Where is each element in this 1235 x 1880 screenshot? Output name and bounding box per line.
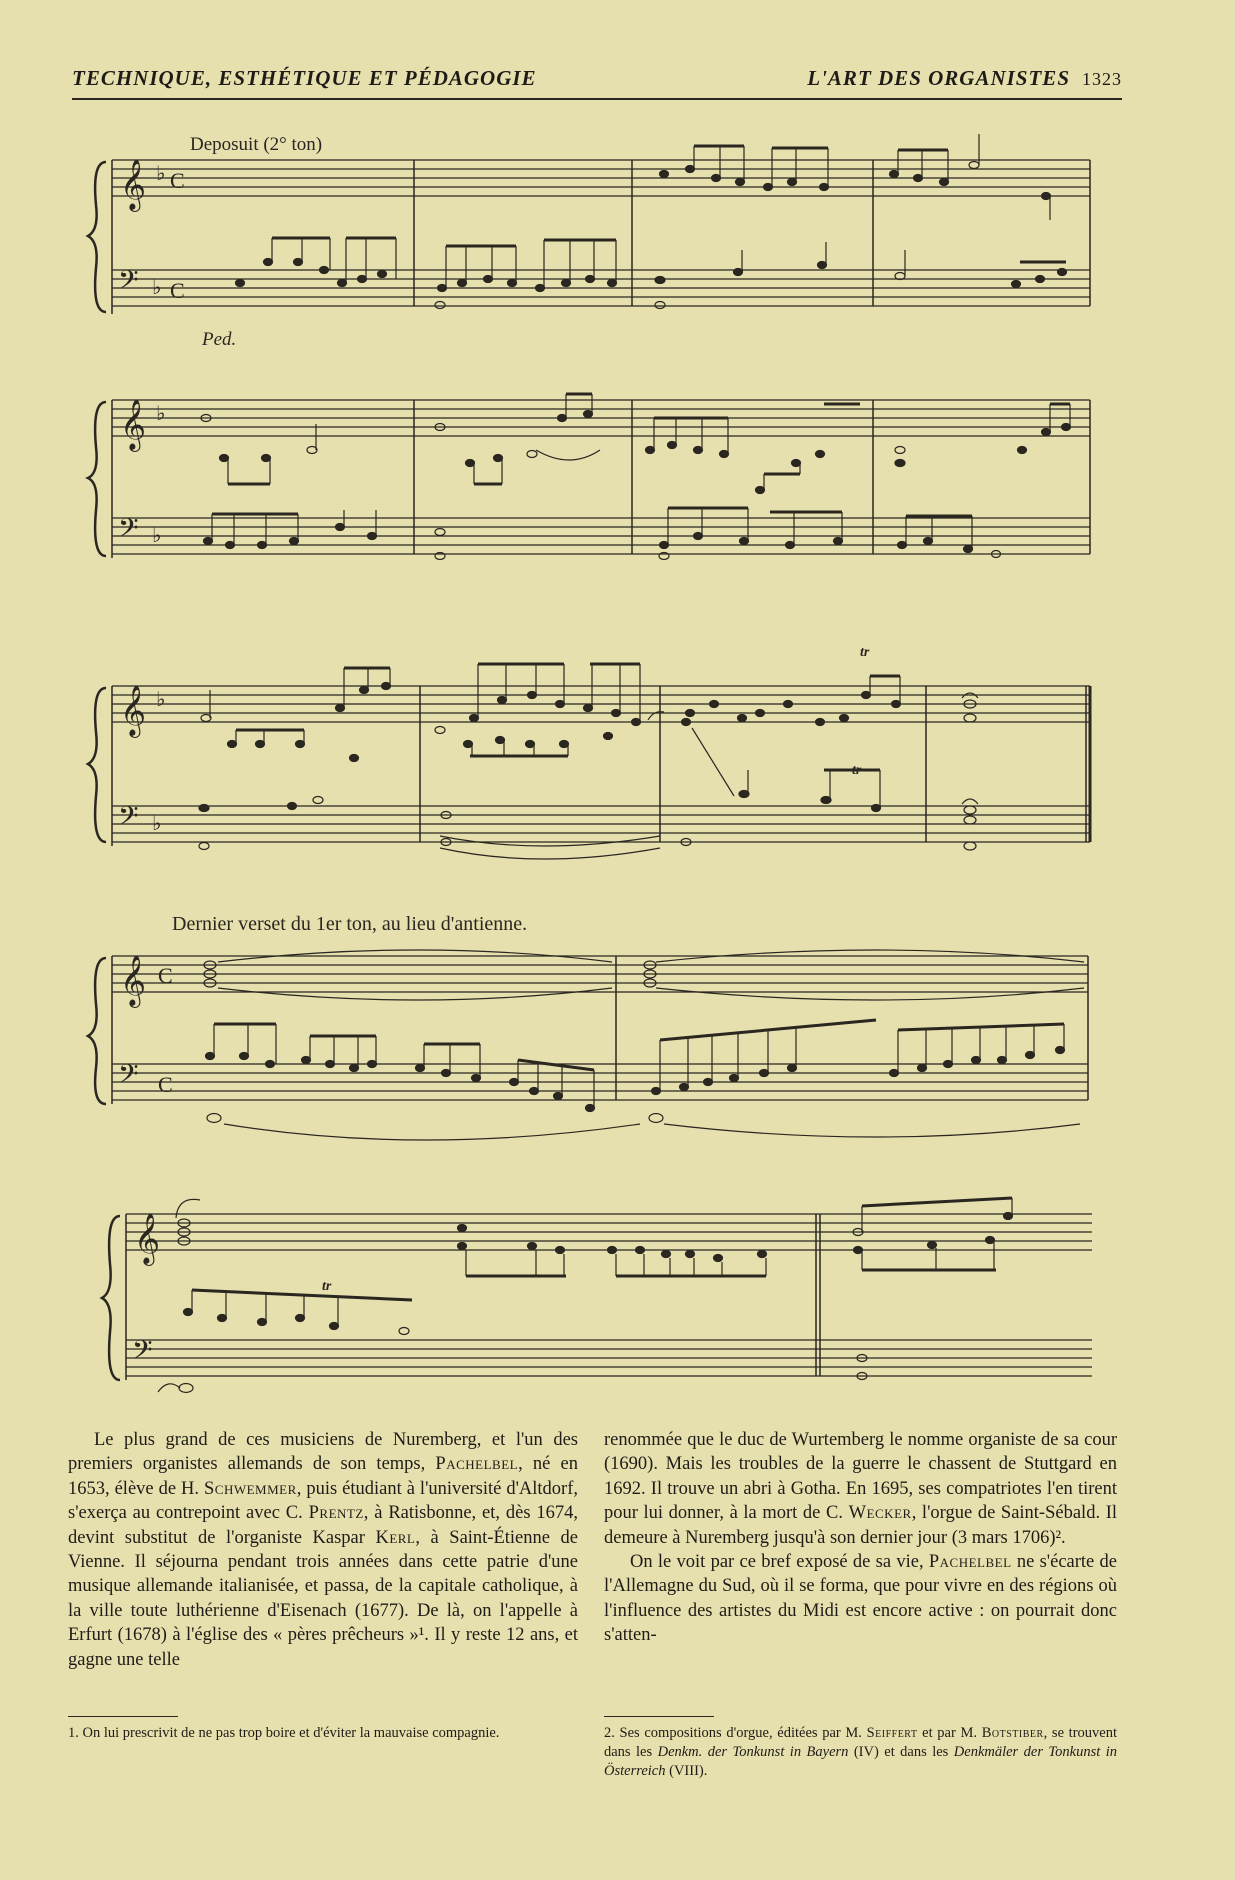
text: , né en 1653, élève de H.: [68, 1454, 578, 1499]
name-wecker: Wecker: [848, 1503, 912, 1524]
stems: [192, 1198, 1012, 1326]
bass-staff-lines: [112, 518, 1090, 554]
name-schwemmer: Schwemmer: [203, 1478, 297, 1499]
treble-staff-lines: [126, 1214, 1092, 1250]
brace: [88, 402, 106, 556]
text: , puis étudiant à l'université d'Altdorf, s'exerça au contrepoint avec C.: [68, 1478, 578, 1524]
text: Le plus grand de ces musiciens de Nuremberg, et l'un des premiers organistes allemands de son temps,: [68, 1430, 578, 1475]
slur: [536, 450, 600, 460]
right-column: [604, 1428, 1117, 1648]
system-5: [102, 1198, 1092, 1393]
voice-line: [692, 728, 734, 796]
name-pachelbel: Pachelbel: [435, 1454, 519, 1475]
footnote-1: 1. On lui prescrivit de ne pas trop boire et d'éviter la mauvaise compagnie.: [68, 1725, 500, 1741]
header-section-title: TECHNIQUE, ESTHÉTIQUE ET PÉDAGOGIE: [72, 66, 537, 90]
text: (VIII).: [665, 1763, 708, 1779]
text: renommée que le duc de Wurtemberg le nomme organiste de sa cour (1690). Mais les troubles de la guerre le chassent de Stuttgard en 1692. Il trouve un abri à Gotha. En 1695, ses compatriotes l'en tirent pour lui donner, à la mort de C.: [604, 1430, 1117, 1524]
title-denkmaeler-oesterreich: Denkmäler der Tonkunst in Österreich: [604, 1744, 1118, 1779]
key-flat: ♭: [152, 277, 162, 299]
treble-clef: 𝄞: [120, 400, 147, 449]
time-signature: C: [170, 168, 185, 193]
brace: [102, 1216, 120, 1380]
page-number: 1323: [1082, 69, 1122, 89]
name-pachelbel: Pachelbel: [928, 1552, 1012, 1573]
treble-staff-lines: [112, 686, 1090, 722]
treble-clef: 𝄞: [120, 160, 147, 209]
notes: [236, 162, 1067, 309]
notes: [201, 411, 1071, 560]
time-signature: C: [158, 1072, 173, 1097]
brace: [88, 688, 106, 842]
footnote-rule: [604, 1716, 714, 1717]
brace: [88, 958, 106, 1104]
text: (IV) et dans les: [848, 1744, 954, 1760]
system-3: [88, 645, 1090, 859]
key-flat: ♭: [156, 163, 166, 185]
bass-clef: 𝄢: [118, 801, 139, 837]
barlines: [414, 400, 1090, 554]
left-column: [68, 1428, 578, 1672]
beams: [192, 1198, 1012, 1300]
notes: [178, 1213, 1013, 1393]
key-flat: ♭: [152, 525, 162, 547]
name-botstiber: Botstiber: [981, 1725, 1044, 1741]
paragraph: [604, 1428, 1117, 1550]
text: et par M.: [917, 1725, 982, 1741]
trill-mark: tr: [860, 645, 870, 660]
tie: [176, 1199, 200, 1218]
footnote-2: [604, 1724, 1117, 1781]
beams: [272, 146, 1066, 262]
treble-clef: 𝄞: [120, 686, 147, 735]
tie: [224, 1124, 640, 1140]
bass-clef: 𝄢: [118, 513, 139, 549]
bass-clef: 𝄢: [132, 1335, 153, 1371]
text: ne s'écarte de l'Allemagne du Sud, où il se forma, que pour vivre en des régions où l'influence des artistes du Midi est encore active : on pourrait donc s'atten-: [604, 1552, 1117, 1646]
name-seiffert: Seiffert: [866, 1725, 918, 1741]
key-flat: ♭: [152, 813, 162, 835]
text: On le voit par ce bref exposé de sa vie,: [630, 1552, 929, 1573]
header-right-text: L'ART DES ORGANISTES: [807, 66, 1070, 90]
barlines: [816, 1214, 820, 1376]
bass-clef: 𝄢: [118, 265, 139, 301]
title-denkmaeler-bayern: Denkm. der Tonkunst in Bayern: [657, 1744, 849, 1760]
name-kerl: Kerl: [375, 1527, 416, 1548]
tie: [218, 988, 612, 1000]
piece1-title: Deposuit (2° ton): [190, 134, 323, 155]
brace: [88, 162, 106, 312]
text: , à Ratisbonne, et, dès 1674, devint substitut de l'organiste Kaspar: [68, 1503, 578, 1548]
trill-mark: tr: [322, 1279, 332, 1294]
trill-mark: tr: [852, 763, 862, 778]
footnote-rule: [68, 1716, 178, 1717]
paragraph: [68, 1428, 578, 1672]
bass-staff-lines: [126, 1340, 1092, 1376]
tie: [440, 836, 660, 846]
treble-staff-lines: [112, 400, 1090, 436]
system-2: [88, 394, 1090, 560]
stems: [272, 134, 1050, 288]
treble-clef: 𝄞: [120, 956, 147, 1005]
tie: [440, 848, 660, 859]
treble-clef: 𝄞: [134, 1214, 161, 1263]
pedal-mark: Ped.: [202, 329, 237, 350]
text: , se trouvent dans les: [604, 1725, 1118, 1760]
system-1: [88, 134, 1090, 350]
text: , l'orgue de Saint-Sébald. Il demeure à Nuremberg jusqu'à son dernier jour (3 mars 1706)².: [604, 1503, 1117, 1548]
key-flat: ♭: [156, 689, 166, 711]
text: 2. Ses compositions d'orgue, éditées par M.: [604, 1725, 867, 1741]
treble-staff-lines: [112, 956, 1088, 992]
time-signature: C: [170, 278, 185, 303]
name-prentz: Prentz: [308, 1503, 364, 1524]
bass-staff-lines: [112, 806, 1090, 842]
piece2-title: Dernier verset du 1er ton, au lieu d'antienne.: [172, 913, 528, 935]
time-signature: C: [158, 963, 173, 988]
tie: [656, 988, 1084, 1000]
barlines: [420, 686, 1090, 842]
bass-staff-lines: [112, 270, 1090, 306]
tie: [158, 1384, 180, 1392]
bass-staff-lines: [112, 1064, 1088, 1100]
tie: [664, 1124, 1080, 1137]
text: , à Saint-Étienne de Vienne. Il séjourna pendant trois années dans cette patrie d'une musique allemande italianisée, et passa, de la capitale catholique, à la ville toute luthérienne d'Eisenach (1677). De là, on l'appelle à Erfurt (1678) à l'église des « pères prêcheurs »¹. Il y reste 12 ans, et gagne une telle: [68, 1527, 578, 1670]
beams: [212, 394, 1070, 516]
key-flat: ♭: [156, 403, 166, 425]
beams: [214, 1020, 1064, 1070]
paragraph: [604, 1550, 1117, 1648]
system-4: [88, 950, 1088, 1140]
bass-clef: 𝄢: [118, 1059, 139, 1095]
fermata: [962, 799, 978, 804]
barlines: [616, 956, 1088, 1100]
notes: [204, 961, 1065, 1123]
